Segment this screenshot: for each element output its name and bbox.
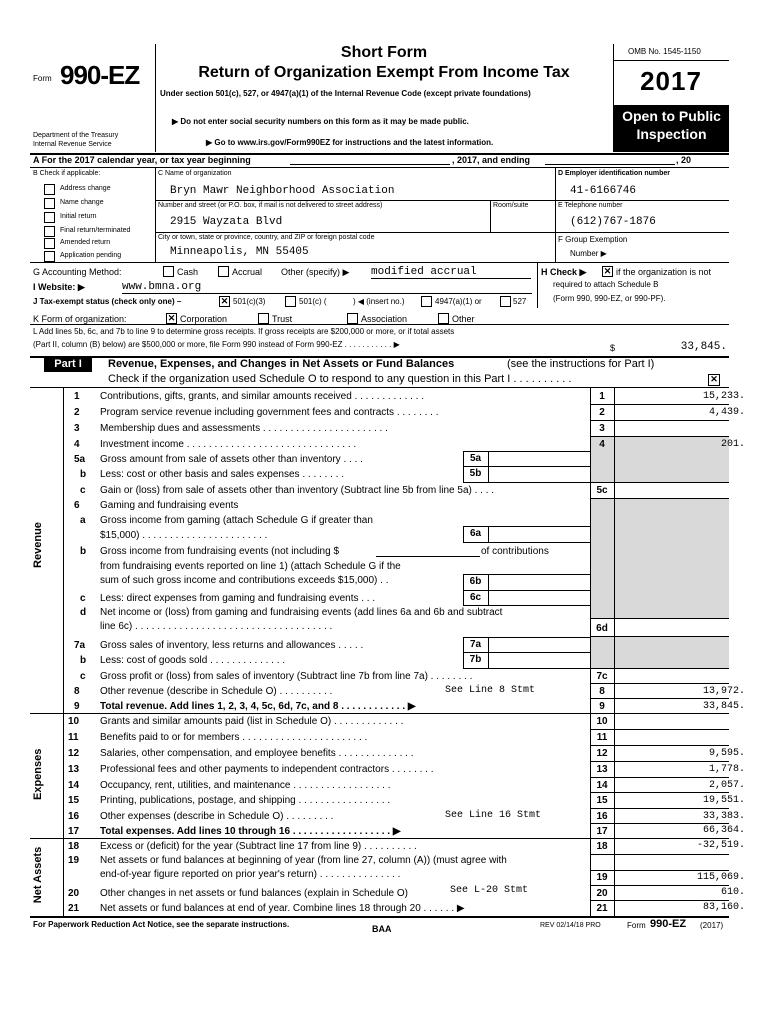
and-ending: , 2017, and ending [452, 155, 531, 165]
revenue-side-label: Revenue [32, 522, 44, 568]
line-17-text: Total expenses. Add lines 10 through 16 . . . . . . . . . . . . . . . . . . ▶ [100, 826, 401, 837]
line-6a-text1: Gross income from gaming (attach Schedule G if greater than [100, 515, 373, 526]
goto-note: ▶ Go to www.irs.gov/Form990EZ for instructions and the latest information. [206, 138, 494, 147]
line-19-text2: end-of-year figure reported on prior year's return) . . . . . . . . . . . . . . . [100, 869, 401, 880]
box-5a: 5a [469, 453, 482, 464]
line-l-text2: (Part II, column (B) below) are $500,000 or more, file Form 990 instead of Form 990-EZ . . . . . . . . . . . ▶ [33, 340, 400, 349]
telephone-field[interactable]: (612)767-1876 [570, 216, 656, 228]
form-number: 990-EZ [60, 60, 140, 90]
line-6c-text: Less: direct expenses from gaming and fundraising events . . . [100, 593, 376, 604]
amount-line-21[interactable]: 83,160. [702, 902, 745, 913]
accrual-checkbox[interactable] [218, 266, 229, 277]
other-method-field[interactable]: modified accrual [371, 266, 531, 279]
line-6d-text1: Net income or (loss) from gaming and fundraising events (add lines 6a and 6b and subtract [100, 607, 503, 618]
line-l-text1: L Add lines 5b, 6c, and 7b to line 9 to determine gross receipts. If gross receipts are $200,000 or more, or if total assets [33, 327, 455, 336]
amount-line-8[interactable]: 13,972. [702, 686, 745, 697]
final-return-label: Final return/terminated [60, 227, 131, 234]
schedule-b-checkbox[interactable]: ✕ [603, 266, 612, 276]
gross-receipts-amount[interactable]: 33,845. [680, 341, 727, 353]
line-9-text: Total revenue. Add lines 1, 2, 3, 4, 5c, 6d, 7c, and 8 . . . . . . . . . . . . ▶ [100, 701, 416, 712]
line-7b-text: Less: cost of goods sold . . . . . . . . . . . . . . [100, 655, 286, 666]
line-18-text: Excess or (deficit) for the year (Subtract line 17 from line 9) . . . . . . . . . . [100, 841, 417, 852]
city-field[interactable]: Minneapolis, MN 55405 [170, 246, 309, 258]
501c-checkbox[interactable] [285, 296, 296, 307]
street-label: Number and street (or P.O. box, if mail is not delivered to street address) [158, 202, 383, 209]
address-change-checkbox[interactable] [44, 184, 55, 195]
amount-line-4[interactable]: 201. [720, 439, 745, 450]
line-15-text: Printing, publications, postage, and shipping . . . . . . . . . . . . . . . . . [100, 795, 391, 806]
amount-line-12[interactable]: 9,595. [708, 748, 745, 759]
footer-form-word: Form [627, 921, 646, 930]
rev-label: REV 02/14/18 PRO [540, 922, 601, 929]
line-11-text: Benefits paid to or for members . . . . . . . . . . . . . . . . . . . . . . . [100, 732, 368, 743]
application-pending-label: Application pending [60, 252, 122, 259]
paperwork-notice: For Paperwork Reduction Act Notice, see the separate instructions. [33, 920, 290, 929]
line-8-text: Other revenue (describe in Schedule O) . . . . . . . . . . [100, 686, 333, 697]
line-10-text: Grants and similar amounts paid (list in Schedule O) . . . . . . . . . . . . . [100, 716, 404, 727]
line-5c-text: Gain or (loss) from sale of assets other than inventory (Subtract line 5b from line 5a) . . . . [100, 485, 495, 496]
box-6a: 6a [469, 528, 482, 539]
footer-form-year: (2017) [700, 921, 724, 930]
schedule-o-checkbox[interactable]: ✕ [708, 374, 720, 386]
amount-line-18[interactable]: -32,519. [696, 840, 745, 851]
amount-line-1[interactable]: 15,233. [702, 391, 745, 402]
comma-20: , 20 [676, 155, 692, 165]
footer-form-number: 990-EZ [650, 918, 687, 930]
line-7c-text: Gross profit or (loss) from sales of inventory (Subtract line 7b from line 7a) . . . . . . . . [100, 671, 473, 682]
schedule-o-check-text: Check if the organization used Schedule O to respond to any question in this Part I . . . . . . . . . . [108, 373, 572, 385]
line-19-text1: Net assets or fund balances at beginning of year (from line 27, column (A)) (must agree with [100, 855, 507, 866]
accounting-method-label: G Accounting Method: [33, 267, 122, 277]
address-change-label: Address change [60, 185, 111, 192]
subtitle: Under section 501(c), 527, or 4947(a)(1) of the Internal Revenue Code (except private foundations) [160, 89, 531, 98]
amount-line-14[interactable]: 2,057. [708, 780, 745, 791]
amount-line-13[interactable]: 1,778. [708, 764, 745, 775]
form-of-org-label: K Form of organization: [33, 314, 127, 324]
ssn-note: ▶ Do not enter social security numbers on this form as it may be made public. [172, 117, 469, 126]
group-exemption-number[interactable]: Number ▶ [570, 249, 607, 258]
tax-year-end-field[interactable] [545, 164, 675, 165]
street-field[interactable]: 2915 Wayzata Blvd [170, 216, 283, 228]
tax-year: 2017 [640, 66, 702, 96]
box-5b: 5b [469, 468, 482, 479]
line-4-text: Investment income . . . . . . . . . . . . . . . . . . . . . . . . . . . . . . . [100, 439, 357, 450]
line-3-text: Membership dues and assessments . . . . . . . . . . . . . . . . . . . . . . . [100, 423, 388, 434]
ein-label: D Employer identification number [558, 170, 671, 177]
tax-year-begin-field[interactable] [290, 164, 450, 165]
website-label: I Website: ▶ [33, 282, 85, 292]
association-label: Association [361, 314, 408, 324]
line-6b-text3: sum of such gross income and contributions exceeds $15,000) . . [100, 575, 389, 586]
inspection: Inspection [636, 126, 707, 142]
amended-return-label: Amended return [60, 239, 111, 246]
title-short-form: Short Form [340, 44, 428, 61]
org-name-label: C Name of organization [158, 170, 232, 177]
ein-field[interactable]: 41-6166746 [570, 185, 637, 197]
group-exemption-label: F Group Exemption [558, 235, 628, 244]
amount-line-16[interactable]: 33,383. [702, 811, 745, 822]
line-16-text: Other expenses (describe in Schedule O) . . . . . . . . . [100, 811, 334, 822]
title-main: Return of Organization Exempt From Income Tax [198, 64, 570, 81]
org-name-field[interactable]: Bryn Mawr Neighborhood Association [170, 185, 395, 197]
trust-label: Trust [272, 314, 293, 324]
initial-return-label: Initial return [60, 213, 97, 220]
line-7a-text: Gross sales of inventory, less returns and allowances . . . . . [100, 640, 364, 651]
insert-no-label: ) ◀ (insert no.) [353, 297, 405, 306]
line-a-label: A For the 2017 calendar year, or tax year beginning [33, 155, 251, 165]
line-6b-text2: from fundraising events reported on line 1) (attach Schedule G if the [100, 561, 401, 572]
box-7a: 7a [469, 639, 482, 650]
amount-line-17[interactable]: 66,364. [702, 825, 745, 836]
application-pending-checkbox[interactable] [44, 251, 55, 262]
initial-return-checkbox[interactable] [44, 212, 55, 223]
box-6b: 6b [469, 576, 482, 587]
amount-line-2[interactable]: 4,439. [708, 407, 745, 418]
line-2-text: Program service revenue including government fees and contracts . . . . . . . . [100, 407, 439, 418]
line-20-text: Other changes in net assets or fund balances (explain in Schedule O) [100, 888, 408, 899]
line-6b-contrib-field[interactable] [376, 556, 480, 557]
4947-checkbox[interactable] [421, 296, 432, 307]
part-i-title-note: (see the instructions for Part I) [507, 358, 655, 370]
501c-label: 501(c) ( [299, 297, 327, 306]
line-16-stmt-note: See Line 16 Stmt [445, 810, 542, 821]
527-label: 527 [513, 297, 527, 306]
line-6a-text2: $15,000) . . . . . . . . . . . . . . . . . . . . . . . [100, 530, 268, 541]
4947-label: 4947(a)(1) or [435, 297, 482, 306]
irs-label: Internal Revenue Service [33, 141, 112, 148]
527-checkbox[interactable] [500, 296, 511, 307]
other-method-label: Other (specify) ▶ [281, 267, 350, 277]
net-assets-side-label: Net Assets [32, 846, 44, 904]
cash-checkbox[interactable] [163, 266, 174, 277]
line-6b-text1b: of contributions [481, 546, 549, 557]
line-1-text: Contributions, gifts, grants, and similar amounts received . . . . . . . . . . . . . [100, 391, 425, 402]
line-5a-text: Gross amount from sale of assets other than inventory . . . . [100, 454, 363, 465]
box-7b: 7b [469, 654, 482, 665]
baa-label: BAA [372, 924, 392, 934]
part-i-title: Revenue, Expenses, and Changes in Net Assets or Fund Balances [108, 358, 455, 370]
corporation-label: Corporation [180, 314, 228, 324]
other-org-checkbox[interactable] [438, 313, 449, 324]
line-6d-text2: line 6c) . . . . . . . . . . . . . . . . . . . . . . . . . . . . . . . . . . . . [100, 621, 333, 632]
501c3-label: 501(c)(3) [233, 297, 266, 306]
amount-line-20[interactable]: 610. [720, 887, 745, 898]
line-6-text: Gaming and fundraising events [100, 500, 239, 511]
line-8-stmt-note: See Line 8 Stmt [445, 685, 536, 696]
amount-line-15[interactable]: 19,551. [702, 795, 745, 806]
open-public: Open to Public [622, 108, 721, 124]
city-label: City or town, state or province, country, and ZIP or foreign postal code [158, 234, 375, 241]
room-suite-label: Room/suite [493, 202, 529, 209]
expenses-side-label: Expenses [32, 748, 44, 800]
form-label: Form [33, 74, 52, 83]
omb-number: OMB No. 1545-1150 [628, 47, 701, 56]
box-6c: 6c [469, 592, 482, 603]
part-i-label: Part I [54, 358, 82, 370]
name-change-checkbox[interactable] [44, 198, 55, 209]
line-5b-text: Less: cost or other basis and sales expenses . . . . . . . . [100, 469, 345, 480]
website-field[interactable]: www.bmna.org [122, 281, 532, 294]
h-check-label: H Check ▶ [541, 267, 587, 277]
b-check-label: B Check if applicable: [33, 170, 101, 177]
cash-label: Cash [177, 267, 199, 277]
amount-line-19[interactable]: 115,069. [696, 872, 745, 883]
telephone-label: E Telephone number [558, 202, 623, 209]
accrual-label: Accrual [232, 267, 263, 277]
line-6b-text1: Gross income from fundraising events (not including $ [100, 546, 340, 557]
other-org-label: Other [452, 314, 475, 324]
trust-checkbox[interactable] [258, 313, 269, 324]
amended-return-checkbox[interactable] [44, 238, 55, 249]
amount-line-9[interactable]: 33,845. [702, 701, 745, 712]
corporation-checkbox[interactable]: ✕ [167, 313, 176, 323]
h-line2: required to attach Schedule B [553, 280, 659, 289]
final-return-checkbox[interactable] [44, 226, 55, 237]
h-line3: (Form 990, 990-EZ, or 990-PF). [553, 294, 666, 303]
line-20-stmt-note: See L-20 Stmt [450, 885, 529, 896]
line-14-text: Occupancy, rent, utilities, and maintenance . . . . . . . . . . . . . . . . . . [100, 780, 391, 791]
name-change-label: Name change [60, 199, 104, 206]
association-checkbox[interactable] [347, 313, 358, 324]
line-12-text: Salaries, other compensation, and employee benefits . . . . . . . . . . . . . . [100, 748, 414, 759]
gross-receipts-dollar: $ [610, 343, 616, 353]
h-not-label: if the organization is not [616, 267, 712, 277]
tax-exempt-label: J Tax-exempt status (check only one) – [33, 297, 182, 306]
dept-treasury: Department of the Treasury [33, 132, 119, 139]
line-21-text: Net assets or fund balances at end of year. Combine lines 18 through 20 . . . . . . ▶ [100, 903, 465, 914]
501c3-checkbox[interactable]: ✕ [220, 296, 229, 306]
line-13-text: Professional fees and other payments to independent contractors . . . . . . . . [100, 764, 434, 775]
